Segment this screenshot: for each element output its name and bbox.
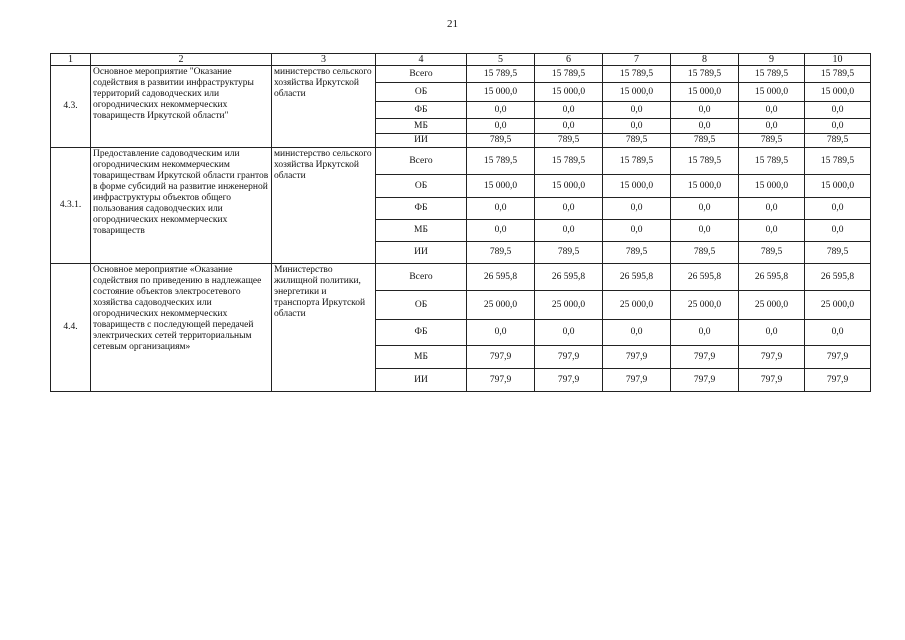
amount-cell: 0,0 [805,320,871,346]
amount-cell: 26 595,8 [805,264,871,291]
amount-cell: 0,0 [739,119,805,134]
amount-cell: 15 789,5 [467,66,535,83]
amount-cell: 15 000,0 [467,83,535,102]
amount-cell: 789,5 [467,134,535,148]
amount-cell: 789,5 [739,134,805,148]
amount-cell: 789,5 [535,134,603,148]
amount-cell: 0,0 [535,119,603,134]
amount-cell: 0,0 [467,320,535,346]
header-cell: 8 [671,54,739,66]
amount-cell: 0,0 [535,198,603,220]
amount-cell: 15 789,5 [535,148,603,175]
amount-cell: 15 000,0 [467,175,535,198]
funding-source: ФБ [376,198,467,220]
header-cell: 2 [91,54,272,66]
amount-cell: 25 000,0 [467,291,535,320]
amount-cell: 25 000,0 [535,291,603,320]
amount-cell: 797,9 [467,346,535,369]
amount-cell: 0,0 [467,220,535,242]
header-cell: 9 [739,54,805,66]
amount-cell: 0,0 [739,220,805,242]
amount-cell: 15 000,0 [671,175,739,198]
amount-cell: 0,0 [671,102,739,119]
amount-cell: 15 000,0 [535,175,603,198]
funding-source: Всего [376,66,467,83]
item-description: Предоставление садоводческим или огородническим некоммерческим товариществам Иркутской области грантов в форме субсидий на развитие инженерной инфраструктуры объектов общего пользования садоводческих или огороднических некоммерческих товариществ [91,148,272,264]
amount-cell: 0,0 [467,119,535,134]
funding-source: Всего [376,264,467,291]
item-code: 4.3.1. [51,148,91,264]
amount-cell: 25 000,0 [739,291,805,320]
amount-cell: 0,0 [535,102,603,119]
amount-cell: 797,9 [603,346,671,369]
funding-source: ФБ [376,102,467,119]
item-code: 4.3. [51,66,91,148]
table-row [51,148,871,175]
amount-cell: 25 000,0 [805,291,871,320]
amount-cell: 797,9 [805,346,871,369]
item-description: Основное мероприятие "Оказание содействия в развитии инфраструктуры территорий садоводческих или огороднических некоммерческих товариществ Иркутской области" [91,66,272,148]
amount-cell: 0,0 [603,220,671,242]
amount-cell: 25 000,0 [671,291,739,320]
amount-cell: 0,0 [603,119,671,134]
amount-cell: 0,0 [805,119,871,134]
amount-cell: 26 595,8 [671,264,739,291]
amount-cell: 15 789,5 [467,148,535,175]
item-description: Основное мероприятие «Оказание содействия по приведению в надлежащее состояние объектов электросетевого хозяйства садоводческих или огороднических некоммерческих товариществ с последующей передачей электрических сетей территориальным сетевым организациям» [91,264,272,392]
amount-cell: 789,5 [603,134,671,148]
amount-cell: 0,0 [603,102,671,119]
amount-cell: 0,0 [535,320,603,346]
amount-cell: 789,5 [671,134,739,148]
amount-cell: 0,0 [671,320,739,346]
funding-source: Всего [376,148,467,175]
amount-cell: 15 789,5 [805,148,871,175]
amount-cell: 15 789,5 [535,66,603,83]
amount-cell: 789,5 [603,242,671,264]
amount-cell: 15 789,5 [671,148,739,175]
header-cell: 1 [51,54,91,66]
amount-cell: 789,5 [739,242,805,264]
amount-cell: 0,0 [805,198,871,220]
amount-cell: 0,0 [739,198,805,220]
amount-cell: 0,0 [805,102,871,119]
item-executor: министерство сельского хозяйства Иркутской области [272,66,376,148]
amount-cell: 15 789,5 [603,66,671,83]
amount-cell: 797,9 [671,369,739,392]
amount-cell: 15 789,5 [805,66,871,83]
header-cell: 4 [376,54,467,66]
funding-source: ФБ [376,320,467,346]
table-row [51,264,871,291]
page-number: 21 [447,18,458,30]
funding-source: ИИ [376,134,467,148]
item-executor: министерство сельского хозяйства Иркутской области [272,148,376,264]
amount-cell: 26 595,8 [739,264,805,291]
header-cell: 3 [272,54,376,66]
amount-cell: 0,0 [805,220,871,242]
amount-cell: 0,0 [739,102,805,119]
item-code: 4.4. [51,264,91,392]
amount-cell: 789,5 [805,134,871,148]
amount-cell: 26 595,8 [467,264,535,291]
amount-cell: 26 595,8 [535,264,603,291]
amount-cell: 15 000,0 [671,83,739,102]
header-cell: 6 [535,54,603,66]
amount-cell: 0,0 [739,320,805,346]
amount-cell: 789,5 [535,242,603,264]
amount-cell: 15 000,0 [805,175,871,198]
amount-cell: 0,0 [603,320,671,346]
funding-source: ОБ [376,83,467,102]
funding-source: ИИ [376,369,467,392]
amount-cell: 0,0 [535,220,603,242]
amount-cell: 797,9 [805,369,871,392]
header-cell: 10 [805,54,871,66]
amount-cell: 797,9 [739,369,805,392]
funding-source: ОБ [376,291,467,320]
funding-source: ОБ [376,175,467,198]
amount-cell: 15 789,5 [739,148,805,175]
amount-cell: 0,0 [671,198,739,220]
amount-cell: 15 789,5 [739,66,805,83]
amount-cell: 0,0 [467,102,535,119]
amount-cell: 0,0 [671,119,739,134]
amount-cell: 797,9 [603,369,671,392]
amount-cell: 789,5 [671,242,739,264]
item-executor: Министерство жилищной политики, энергетики и транспорта Иркутской области [272,264,376,392]
amount-cell: 15 789,5 [603,148,671,175]
funding-source: МБ [376,220,467,242]
amount-cell: 797,9 [535,369,603,392]
amount-cell: 797,9 [535,346,603,369]
header-cell: 7 [603,54,671,66]
amount-cell: 26 595,8 [603,264,671,291]
header-row [51,54,871,66]
amount-cell: 15 789,5 [671,66,739,83]
funding-source: ИИ [376,242,467,264]
amount-cell: 789,5 [805,242,871,264]
header-cell: 5 [467,54,535,66]
budget-table [50,53,871,392]
table-row [51,66,871,83]
amount-cell: 25 000,0 [603,291,671,320]
amount-cell: 797,9 [467,369,535,392]
amount-cell: 0,0 [671,220,739,242]
amount-cell: 0,0 [467,198,535,220]
amount-cell: 789,5 [467,242,535,264]
funding-source: МБ [376,119,467,134]
amount-cell: 15 000,0 [739,83,805,102]
amount-cell: 797,9 [671,346,739,369]
amount-cell: 15 000,0 [603,83,671,102]
amount-cell: 797,9 [739,346,805,369]
amount-cell: 0,0 [603,198,671,220]
amount-cell: 15 000,0 [805,83,871,102]
amount-cell: 15 000,0 [739,175,805,198]
amount-cell: 15 000,0 [603,175,671,198]
amount-cell: 15 000,0 [535,83,603,102]
funding-source: МБ [376,346,467,369]
